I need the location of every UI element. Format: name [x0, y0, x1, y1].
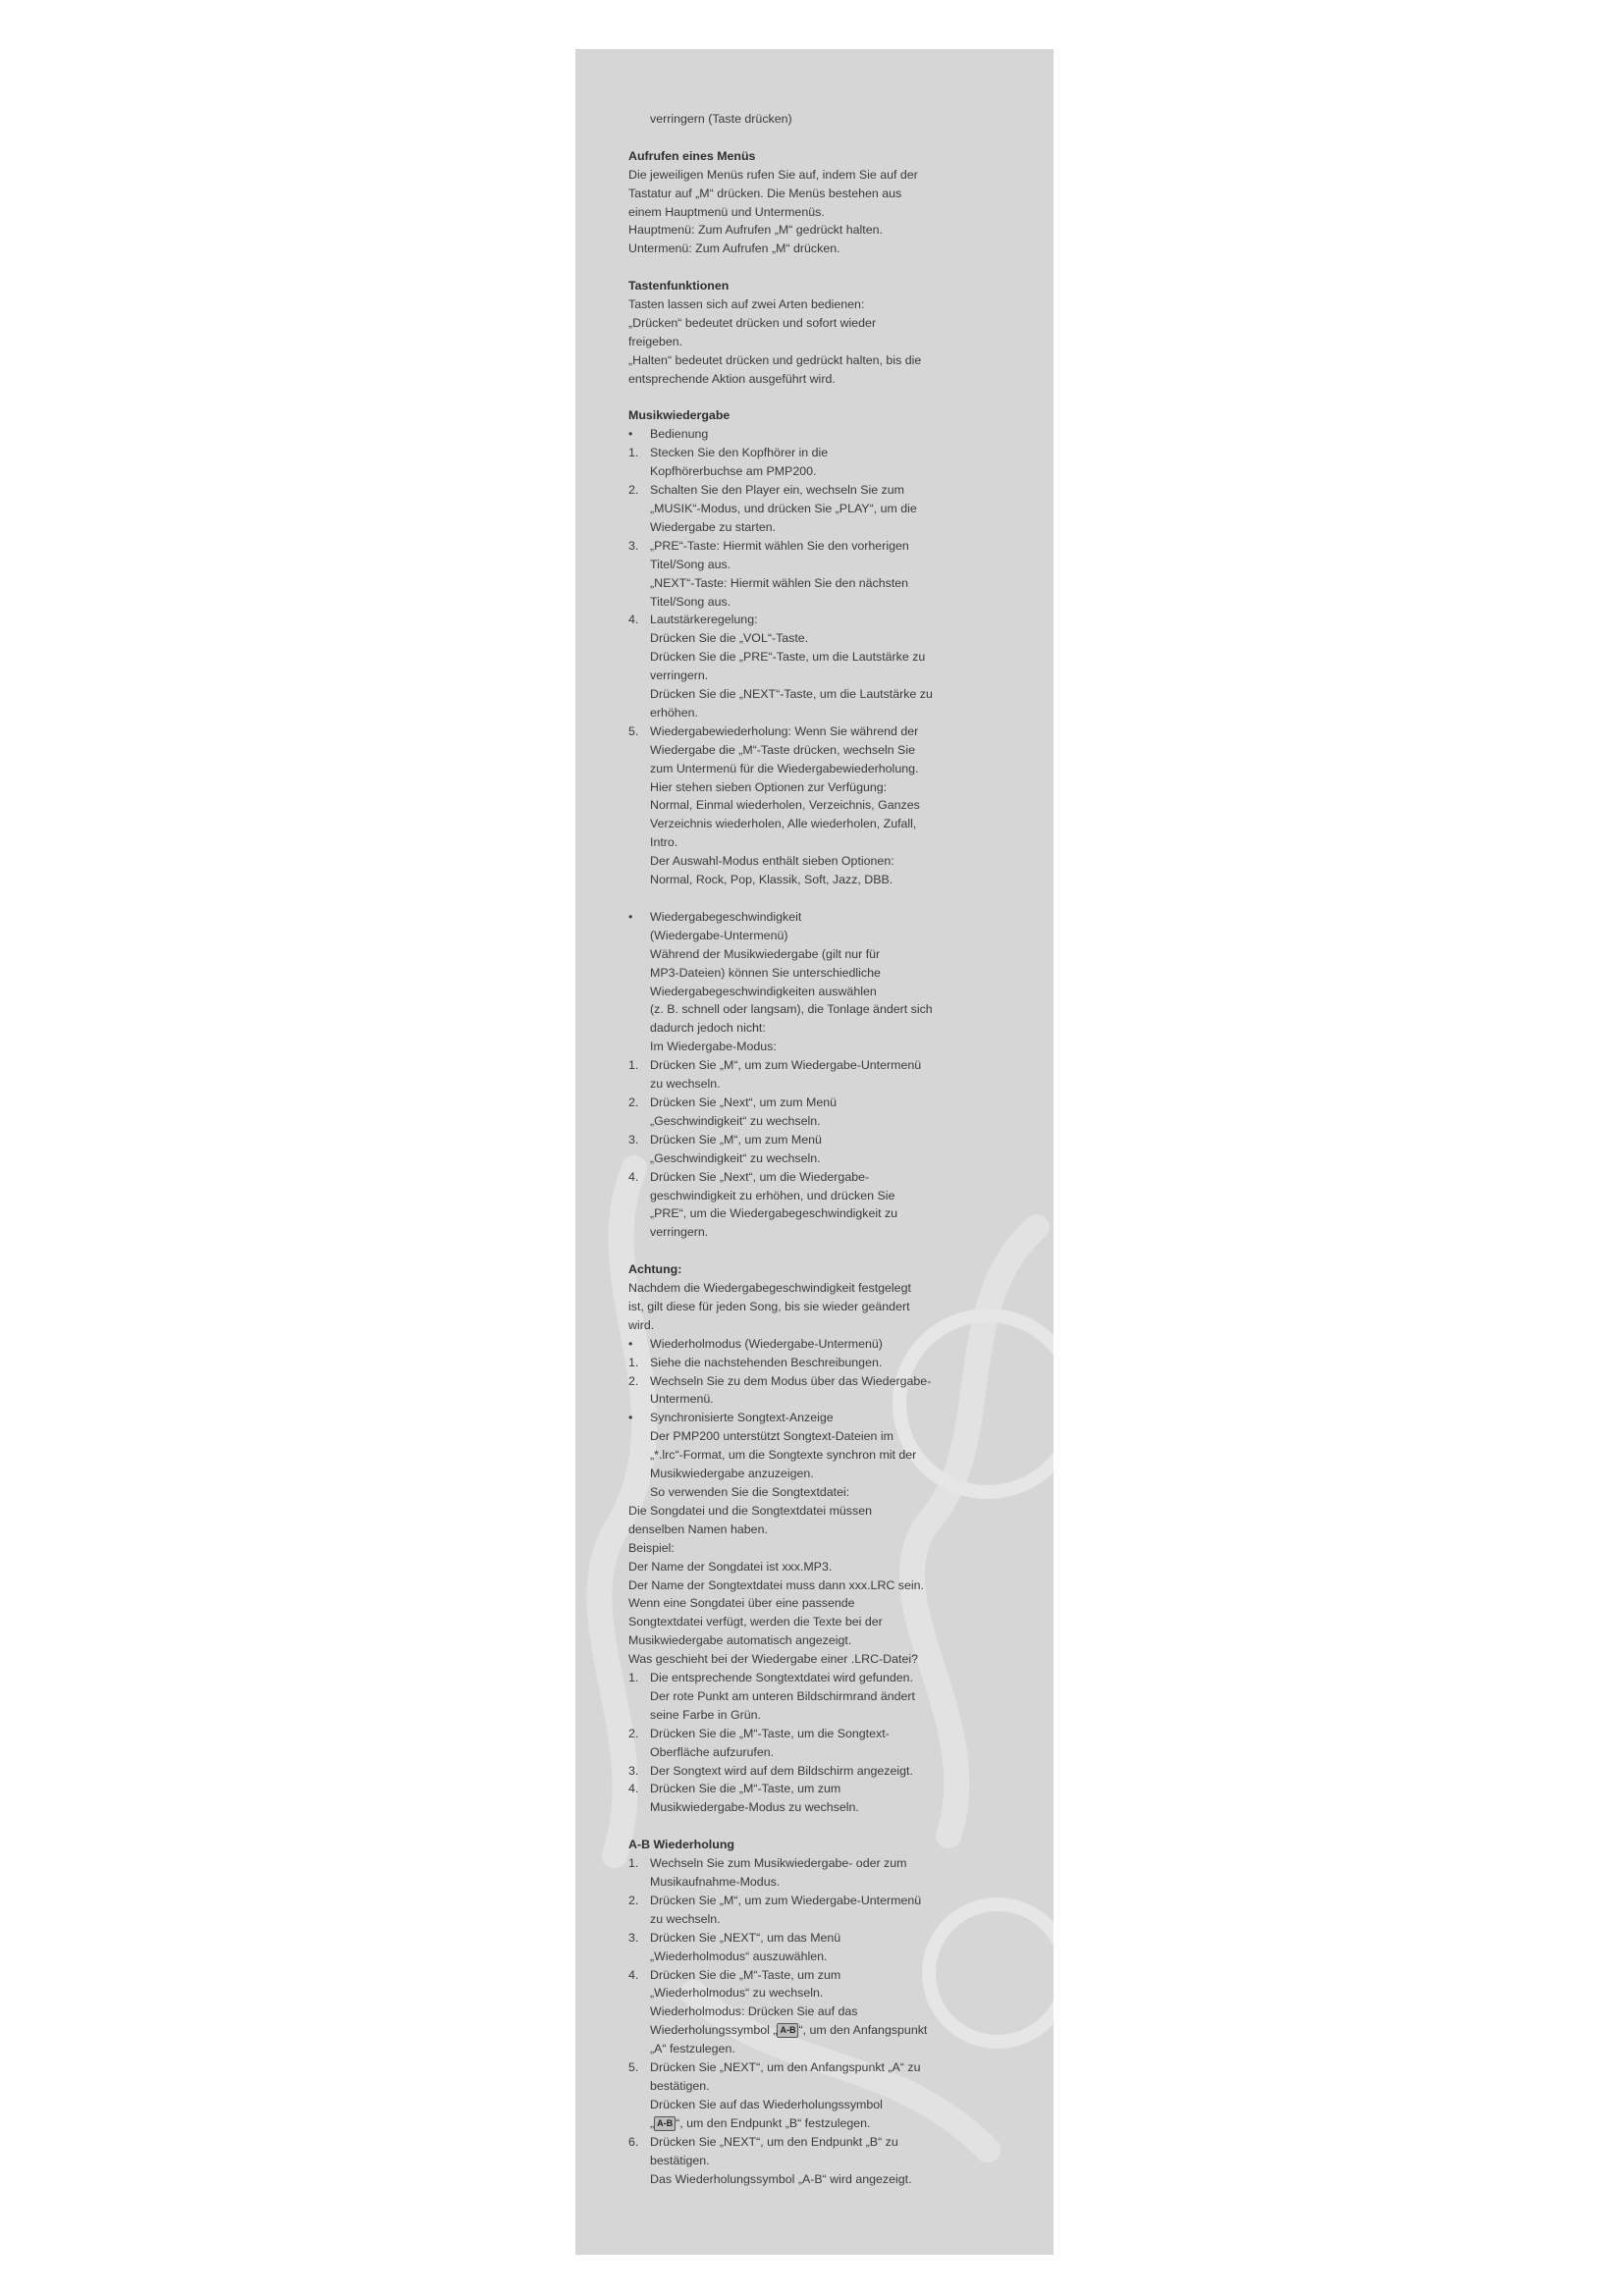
list-continuation-line: Musikaufnahme-Modus. — [650, 1875, 781, 1889]
text-line: Tasten lassen sich auf zwei Arten bedienen: — [628, 297, 865, 312]
list-item-text: Schalten Sie den Player ein, wechseln Sie zum — [650, 483, 904, 498]
list-continuation-line: erhöhen. — [650, 705, 698, 720]
list-continuation-line: zum Untermenü für die Wiedergabewiederholung. — [650, 761, 919, 775]
list-item-text: Wiedergabegeschwindigkeit — [650, 909, 802, 924]
manual-text-column — [628, 110, 1001, 2188]
list-continuation-line: zu wechseln. — [650, 1911, 721, 1926]
text-line: Songtextdatei verfügt, werden die Texte bei der — [628, 1615, 883, 1629]
list-marker: 3. — [628, 538, 639, 553]
list-continuation-line: „Geschwindigkeit“ zu wechseln. — [650, 1150, 821, 1165]
text-segment: “, um den Anfangspunkt — [798, 2023, 928, 2038]
list-marker: 4. — [628, 613, 639, 627]
list-continuation-line — [628, 2021, 1001, 2040]
list-continuation-line: Titel/Song aus. — [650, 557, 731, 571]
paragraph-spacer — [628, 258, 1001, 277]
text-line: Untermenü: Zum Aufrufen „M“ drücken. — [628, 241, 840, 256]
list-item — [628, 1892, 1001, 1910]
list-item — [628, 1056, 1001, 1075]
list-marker: 5. — [628, 2060, 639, 2075]
list-item-text: Drücken Sie „NEXT“, um den Endpunkt „B“ zu — [650, 2134, 898, 2149]
list-item — [628, 1725, 1001, 1743]
list-continuation-line: bestätigen. — [650, 2153, 710, 2167]
list-continuation-line: Das Wiederholungssymbol „A-B“ wird angezeigt. — [650, 2171, 912, 2186]
list-item-text: Drücken Sie „NEXT“, um das Menü — [650, 1930, 841, 1945]
list-continuation-line: (Wiedergabe-Untermenü) — [650, 928, 788, 942]
text-line: Musikwiedergabe automatisch angezeigt. — [628, 1633, 852, 1648]
list-marker: 3. — [628, 1930, 639, 1945]
list-continuation-line: „PRE“, um die Wiedergabegeschwindigkeit zu — [650, 1206, 898, 1221]
list-continuation-line: Während der Musikwiedergabe (gilt nur für — [650, 946, 881, 961]
list-marker: 1. — [628, 1856, 639, 1871]
section-heading: Tastenfunktionen — [628, 279, 730, 294]
list-continuation-line: Drücken Sie die „PRE“-Taste, um die Lautstärke zu — [650, 650, 926, 665]
list-item — [628, 1929, 1001, 1948]
paragraph-spacer — [628, 1817, 1001, 1836]
text-line: Die Songdatei und die Songtextdatei müssen — [628, 1503, 872, 1518]
list-continuation-line: verringern (Taste drücken) — [650, 112, 792, 126]
paragraph-spacer — [628, 1242, 1001, 1260]
list-continuation-line — [628, 2114, 1001, 2133]
list-item-text: „PRE“-Taste: Hiermit wählen Sie den vorherigen — [650, 538, 909, 553]
section-heading: A-B Wiederholung — [628, 1838, 734, 1852]
text-line: entsprechende Aktion ausgeführt wird. — [628, 371, 836, 386]
list-continuation-line: seine Farbe in Grün. — [650, 1707, 761, 1722]
list-continuation-line: Titel/Song aus. — [650, 594, 731, 609]
text-segment: “, um den Endpunkt „B“ festzulegen. — [676, 2115, 871, 2130]
list-continuation-line: „*.lrc“-Format, um die Songtexte synchron mit der — [650, 1448, 917, 1463]
list-item — [628, 611, 1001, 629]
list-continuation-line: MP3-Dateien) können Sie unterschiedliche — [650, 965, 881, 980]
list-continuation-line: Kopfhörerbuchse am PMP200. — [650, 464, 817, 479]
list-continuation-line: Untermenü. — [650, 1392, 714, 1407]
list-item — [628, 908, 1001, 927]
list-continuation-line: dadurch jedoch nicht: — [650, 1021, 766, 1036]
list-item — [628, 1669, 1001, 1687]
list-item-text: Die entsprechende Songtextdatei wird gefunden. — [650, 1671, 913, 1685]
list-item-text: Drücken Sie „NEXT“, um den Anfangspunkt „A“ zu — [650, 2060, 921, 2075]
list-continuation-line: So verwenden Sie die Songtextdatei: — [650, 1484, 850, 1499]
list-item — [628, 444, 1001, 462]
list-marker: 2. — [628, 1726, 639, 1740]
list-item — [628, 1354, 1001, 1372]
list-continuation-line: Wiederholmodus: Drücken Sie auf das — [650, 2004, 858, 2019]
list-item-text: Drücken Sie die „M“-Taste, um zum — [650, 1782, 841, 1796]
list-marker: 6. — [628, 2134, 639, 2149]
list-item-text: Der Songtext wird auf dem Bildschirm angezeigt. — [650, 1763, 913, 1778]
list-item — [628, 1335, 1001, 1354]
list-continuation-line: Drücken Sie die „VOL“-Taste. — [650, 631, 809, 646]
list-continuation-line: Oberfläche aufzurufen. — [650, 1744, 775, 1759]
list-continuation-line: Hier stehen sieben Optionen zur Verfügung: — [650, 779, 888, 794]
paragraph-spacer — [628, 129, 1001, 147]
document-page — [575, 49, 1054, 2255]
section-heading: Aufrufen eines Menüs — [628, 148, 756, 163]
list-item-text: Wiedergabewiederholung: Wenn Sie während der — [650, 723, 919, 738]
list-item-text: Drücken Sie „M“, um zum Menü — [650, 1132, 822, 1147]
text-line: Tastatur auf „M“ drücken. Die Menüs bestehen aus — [628, 186, 902, 200]
text-line: wird. — [628, 1317, 655, 1332]
paragraph-spacer — [628, 389, 1001, 407]
list-item — [628, 722, 1001, 741]
text-segment: „ — [650, 2115, 655, 2130]
text-line: Der Name der Songdatei ist xxx.MP3. — [628, 1559, 833, 1574]
list-item-text: Drücken Sie „Next“, um zum Menü — [650, 1095, 838, 1109]
text-line: einem Hauptmenü und Untermenüs. — [628, 204, 825, 219]
list-continuation-line: Der Auswahl-Modus enthält sieben Optionen: — [650, 854, 894, 869]
list-continuation-line: geschwindigkeit zu erhöhen, und drücken Sie — [650, 1188, 895, 1202]
text-line: freigeben. — [628, 334, 683, 348]
list-marker: • — [628, 1411, 633, 1425]
text-line: „Halten“ bedeutet drücken und gedrückt halten, bis die — [628, 352, 922, 367]
list-continuation-line: verringern. — [650, 1225, 709, 1240]
list-continuation-line: Intro. — [650, 835, 678, 850]
list-item — [628, 425, 1001, 444]
list-continuation-line: Wiedergabe zu starten. — [650, 519, 777, 534]
list-marker: 1. — [628, 1671, 639, 1685]
list-item — [628, 481, 1001, 500]
text-line: „Drücken“ bedeutet drücken und sofort wieder — [628, 315, 877, 330]
list-continuation-line: Der rote Punkt am unteren Bildschirmrand ändert — [650, 1688, 915, 1703]
list-marker: 4. — [628, 1967, 639, 1982]
list-continuation-line: bestätigen. — [650, 2078, 710, 2093]
list-continuation-line: „Wiederholmodus“ auszuwählen. — [650, 1949, 828, 1963]
list-item-text: Drücken Sie „M“, um zum Wiedergabe-Untermenü — [650, 1893, 922, 1907]
list-item — [628, 1409, 1001, 1427]
list-continuation-line: „Wiederholmodus“ zu wechseln. — [650, 1986, 824, 2001]
ab-repeat-icon: A-B — [777, 2023, 798, 2038]
list-continuation-line: Der PMP200 unterstützt Songtext-Dateien im — [650, 1429, 893, 1444]
list-item — [628, 1762, 1001, 1781]
list-marker: 4. — [628, 1169, 639, 1184]
list-marker: 1. — [628, 1058, 639, 1073]
list-continuation-line: Normal, Einmal wiederholen, Verzeichnis, Ganzes — [650, 798, 920, 813]
list-continuation-line: Verzeichnis wiederholen, Alle wiederholen, Zufall, — [650, 817, 917, 831]
text-line: Nachdem die Wiedergabegeschwindigkeit festgelegt — [628, 1281, 911, 1296]
list-marker: • — [628, 909, 633, 924]
list-item — [628, 1854, 1001, 1873]
list-item — [628, 1372, 1001, 1391]
list-continuation-line: Musikwiedergabe-Modus zu wechseln. — [650, 1800, 859, 1815]
list-item-text: Wechseln Sie zum Musikwiedergabe- oder zum — [650, 1856, 907, 1871]
list-item-text: Wechseln Sie zu dem Modus über das Wiedergabe- — [650, 1373, 932, 1388]
list-marker: 2. — [628, 483, 639, 498]
text-line: Die jeweiligen Menüs rufen Sie auf, indem Sie auf der — [628, 167, 918, 182]
list-item-text: Drücken Sie „Next“, um die Wiedergabe- — [650, 1169, 870, 1184]
list-marker: 1. — [628, 1355, 639, 1369]
list-continuation-line: Im Wiedergabe-Modus: — [650, 1040, 777, 1054]
list-continuation-line: „A“ festzulegen. — [650, 2042, 735, 2056]
list-marker: 2. — [628, 1893, 639, 1907]
list-item-text: Drücken Sie die „M“-Taste, um die Songtext- — [650, 1726, 890, 1740]
text-line: Hauptmenü: Zum Aufrufen „M“ gedrückt halten. — [628, 223, 883, 238]
ab-repeat-icon: A-B — [654, 2116, 676, 2131]
list-item — [628, 2133, 1001, 2152]
list-marker: 2. — [628, 1373, 639, 1388]
text-segment: Wiederholungssymbol „ — [650, 2023, 778, 2038]
list-continuation-line: Musikwiedergabe anzuzeigen. — [650, 1467, 814, 1481]
list-continuation-line: „MUSIK“-Modus, und drücken Sie „PLAY“, um die — [650, 501, 917, 515]
list-marker: 2. — [628, 1095, 639, 1109]
list-marker: 3. — [628, 1763, 639, 1778]
section-heading: Achtung: — [628, 1262, 682, 1277]
list-continuation-line: „Geschwindigkeit“ zu wechseln. — [650, 1113, 821, 1128]
list-continuation-line: Drücken Sie die „NEXT“-Taste, um die Lautstärke zu — [650, 687, 933, 702]
list-continuation-line: Wiedergabe die „M“-Taste drücken, wechseln Sie — [650, 742, 915, 757]
text-line: Der Name der Songtextdatei muss dann xxx.LRC sein. — [628, 1577, 924, 1592]
list-item-text: Stecken Sie den Kopfhörer in die — [650, 446, 829, 460]
list-marker: 4. — [628, 1782, 639, 1796]
list-marker: 5. — [628, 723, 639, 738]
list-continuation-line: Drücken Sie auf das Wiederholungssymbol — [650, 2097, 883, 2111]
list-continuation-line: zu wechseln. — [650, 1077, 721, 1092]
list-item — [628, 2058, 1001, 2077]
list-marker: • — [628, 427, 633, 442]
list-item — [628, 1131, 1001, 1149]
list-marker: 1. — [628, 446, 639, 460]
list-item-text: Wiederholmodus (Wiedergabe-Untermenü) — [650, 1336, 883, 1351]
list-continuation-line: Wiedergabegeschwindigkeiten auswählen — [650, 984, 877, 998]
list-marker: • — [628, 1336, 633, 1351]
list-continuation-line: Normal, Rock, Pop, Klassik, Soft, Jazz, DBB. — [650, 873, 893, 887]
paragraph-spacer — [628, 889, 1001, 908]
list-item-text: Bedienung — [650, 427, 709, 442]
list-item-text: Drücken Sie die „M“-Taste, um zum — [650, 1967, 841, 1982]
list-item-text: Lautstärkeregelung: — [650, 613, 758, 627]
list-continuation-line: „NEXT“-Taste: Hiermit wählen Sie den nächsten — [650, 575, 909, 590]
list-item-text: Drücken Sie „M“, um zum Wiedergabe-Untermenü — [650, 1058, 922, 1073]
text-line: denselben Namen haben. — [628, 1522, 768, 1536]
list-item — [628, 1966, 1001, 1985]
text-line: Wenn eine Songdatei über eine passende — [628, 1596, 855, 1611]
list-item — [628, 1780, 1001, 1798]
list-item — [628, 1094, 1001, 1112]
list-item-text: Siehe die nachstehenden Beschreibungen. — [650, 1355, 883, 1369]
list-continuation-line: verringern. — [650, 668, 709, 683]
section-heading: Musikwiedergabe — [628, 408, 731, 423]
list-item — [628, 537, 1001, 556]
text-line: Was geschieht bei der Wiedergabe einer .LRC-Datei? — [628, 1652, 918, 1667]
text-line: Beispiel: — [628, 1540, 675, 1555]
list-item — [628, 1168, 1001, 1187]
list-item-text: Synchronisierte Songtext-Anzeige — [650, 1411, 834, 1425]
text-line: ist, gilt diese für jeden Song, bis sie wieder geändert — [628, 1299, 910, 1313]
list-continuation-line: (z. B. schnell oder langsam), die Tonlage ändert sich — [650, 1002, 933, 1017]
list-marker: 3. — [628, 1132, 639, 1147]
